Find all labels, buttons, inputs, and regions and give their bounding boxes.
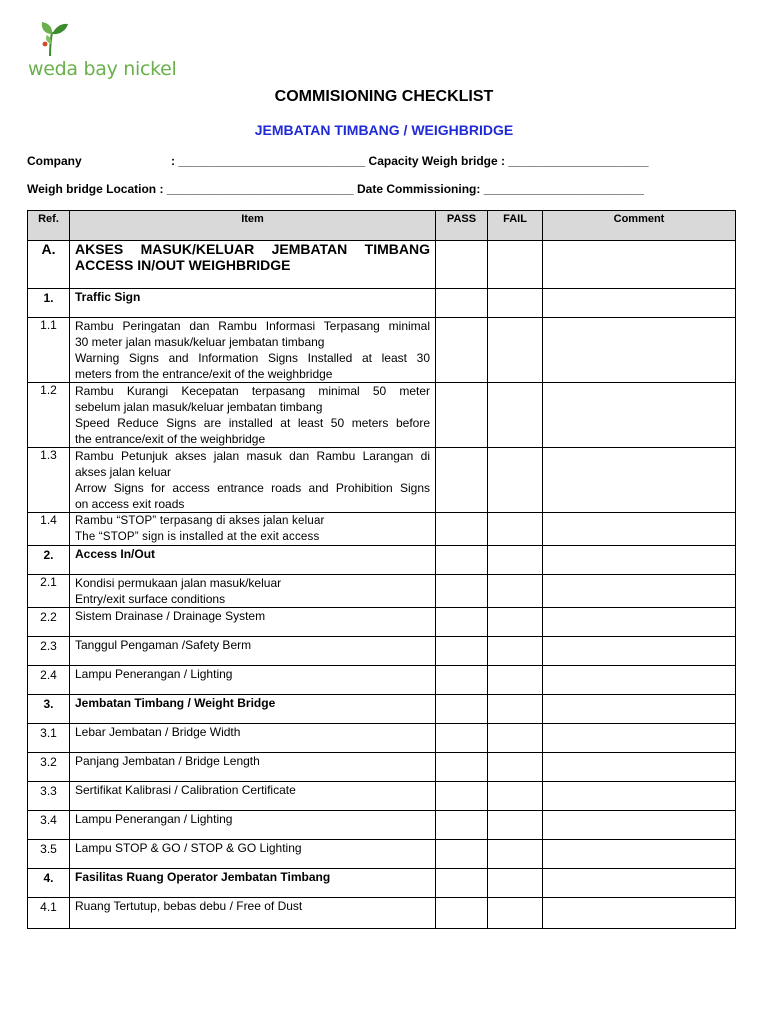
fail-cell[interactable]	[488, 513, 543, 546]
row-item-line: Rambu Peringatan dan Rambu Informasi Terpasang minimal	[75, 319, 430, 333]
row-item-line: Jembatan Timbang / Weight Bridge	[75, 696, 276, 710]
fail-cell[interactable]	[488, 811, 543, 840]
table-row	[28, 840, 736, 869]
row-ref: 2.1	[28, 575, 70, 608]
fail-cell[interactable]	[488, 637, 543, 666]
row-item-line: Ruang Tertutup, bebas debu / Free of Dust	[75, 899, 303, 913]
pass-cell[interactable]	[436, 289, 488, 318]
row-ref: 3.1	[28, 724, 70, 753]
company-logo	[28, 20, 177, 82]
comment-cell[interactable]	[543, 869, 736, 898]
row-item	[70, 383, 436, 448]
company-label: Company	[27, 154, 82, 168]
fail-cell[interactable]	[488, 289, 543, 318]
fail-cell[interactable]	[488, 666, 543, 695]
row-item-line: Rambu Petunjuk akses jalan masuk dan Rambu Larangan di	[75, 449, 430, 463]
pass-cell[interactable]	[436, 608, 488, 637]
pass-cell[interactable]	[436, 241, 488, 289]
row-item-line: Warning Signs and Information Signs Installed at least 30	[75, 351, 430, 365]
row-ref: 4.1	[28, 898, 70, 929]
row-ref: 2.	[28, 546, 70, 575]
row-item	[70, 318, 436, 383]
row-item-line: Lampu Penerangan / Lighting	[75, 812, 233, 826]
table-row	[28, 289, 736, 318]
comment-cell[interactable]	[543, 318, 736, 383]
document-title: COMMISIONING CHECKLIST	[274, 88, 494, 105]
row-item	[70, 608, 436, 637]
row-ref: 4.	[28, 869, 70, 898]
comment-cell[interactable]	[543, 782, 736, 811]
pass-cell[interactable]	[436, 637, 488, 666]
row-ref: 1.4	[28, 513, 70, 546]
row-item-line: Rambu Kurangi Kecepatan terpasang minimal 50 meter	[75, 384, 430, 398]
row-item	[70, 724, 436, 753]
table-row	[28, 811, 736, 840]
row-item-line: 30 meter jalan masuk/keluar jembatan timbang	[75, 335, 325, 349]
row-item	[70, 869, 436, 898]
row-item	[70, 898, 436, 929]
row-item	[70, 666, 436, 695]
fail-cell[interactable]	[488, 840, 543, 869]
row-item	[70, 448, 436, 513]
table-row	[28, 695, 736, 724]
row-item-line: meters from the entrance/exit of the weighbridge	[75, 367, 333, 381]
company-blank[interactable]: : ____________________________	[171, 154, 366, 168]
capacity-blank[interactable]: _____________________	[508, 154, 649, 168]
row-item-line: akses jalan keluar	[75, 465, 172, 479]
table-row	[28, 383, 736, 448]
row-ref: 1.3	[28, 448, 70, 513]
row-item-line: the entrance/exit of the weighbridge	[75, 432, 266, 446]
comment-cell[interactable]	[543, 513, 736, 546]
row-item-line: Entry/exit surface conditions	[75, 592, 226, 606]
pass-cell[interactable]	[436, 724, 488, 753]
location-blank[interactable]: ____________________________	[166, 182, 354, 196]
row-item	[70, 840, 436, 869]
pass-cell[interactable]	[436, 695, 488, 724]
table-row	[28, 448, 736, 513]
table-row	[28, 546, 736, 575]
row-item	[70, 513, 436, 546]
row-item-line: Sertifikat Kalibrasi / Calibration Certificate	[75, 783, 296, 797]
header-item: Item	[70, 211, 436, 241]
section-title-line: ACCESS IN/OUT WEIGHBRIDGE	[75, 257, 291, 273]
row-item-line: Speed Reduce Signs are installed at least 50 meters before	[75, 416, 430, 430]
pass-cell[interactable]	[436, 898, 488, 929]
row-item-line: Access In/Out	[75, 547, 156, 561]
pass-cell[interactable]	[436, 546, 488, 575]
logo-text: weda bay nickel	[28, 58, 177, 80]
document-subtitle: JEMBATAN TIMBANG / WEIGHBRIDGE	[254, 122, 514, 138]
comment-cell[interactable]	[543, 898, 736, 929]
pass-cell[interactable]	[436, 811, 488, 840]
comment-cell[interactable]	[543, 546, 736, 575]
date-blank[interactable]: ________________________	[483, 182, 644, 196]
comment-cell[interactable]	[543, 383, 736, 448]
table-row	[28, 869, 736, 898]
section-title-line: AKSES MASUK/KELUAR JEMBATAN TIMBANG	[75, 241, 430, 257]
fail-cell[interactable]	[488, 753, 543, 782]
row-ref: 3.	[28, 695, 70, 724]
pass-cell[interactable]	[436, 448, 488, 513]
location-field-row	[27, 182, 644, 196]
section-ref: A.	[28, 241, 70, 289]
section-row	[28, 241, 736, 289]
row-item-line: Tanggul Pengaman /Safety Berm	[75, 638, 252, 652]
row-ref: 2.4	[28, 666, 70, 695]
comment-cell[interactable]	[543, 811, 736, 840]
row-item-line: Lampu Penerangan / Lighting	[75, 667, 233, 681]
row-item-line: on access exit roads	[75, 497, 185, 511]
row-ref: 2.3	[28, 637, 70, 666]
row-ref: 3.4	[28, 811, 70, 840]
table-header-row	[28, 211, 736, 241]
comment-cell[interactable]	[543, 241, 736, 289]
table-row	[28, 637, 736, 666]
comment-cell[interactable]	[543, 448, 736, 513]
table-row	[28, 782, 736, 811]
row-item-line: Lebar Jembatan / Bridge Width	[75, 725, 241, 739]
row-item-line: Panjang Jembatan / Bridge Length	[75, 754, 260, 768]
leaf-icon	[40, 20, 74, 58]
pass-cell[interactable]	[436, 782, 488, 811]
comment-cell[interactable]	[543, 724, 736, 753]
row-item-line: Kondisi permukaan jalan masuk/keluar	[75, 576, 282, 590]
comment-cell[interactable]	[543, 695, 736, 724]
pass-cell[interactable]	[436, 575, 488, 608]
row-item-line: Lampu STOP & GO / STOP & GO Lighting	[75, 841, 302, 855]
row-item	[70, 782, 436, 811]
comment-cell[interactable]	[543, 753, 736, 782]
row-item	[70, 695, 436, 724]
row-item-line: Traffic Sign	[75, 290, 141, 304]
table-row	[28, 753, 736, 782]
row-item-line: sebelum jalan masuk/keluar jembatan timbang	[75, 400, 323, 414]
row-item-line: Sistem Drainase / Drainage System	[75, 609, 266, 623]
row-ref: 1.1	[28, 318, 70, 383]
comment-cell[interactable]	[543, 666, 736, 695]
pass-cell[interactable]	[436, 318, 488, 383]
company-field-row	[27, 154, 649, 168]
location-label: Weigh bridge Location :	[27, 182, 164, 196]
pass-cell[interactable]	[436, 666, 488, 695]
comment-cell[interactable]	[543, 289, 736, 318]
table-row	[28, 575, 736, 608]
pass-cell[interactable]	[436, 383, 488, 448]
row-item	[70, 637, 436, 666]
header-ref: Ref.	[28, 211, 70, 241]
row-ref: 1.	[28, 289, 70, 318]
fail-cell[interactable]	[488, 448, 543, 513]
header-comment: Comment	[543, 211, 736, 241]
comment-cell[interactable]	[543, 608, 736, 637]
fail-cell[interactable]	[488, 869, 543, 898]
row-item-line: Arrow Signs for access entrance roads and Prohibition Signs	[75, 481, 430, 495]
table-row	[28, 318, 736, 383]
table-row	[28, 608, 736, 637]
table-row	[28, 898, 736, 929]
fail-cell[interactable]	[488, 695, 543, 724]
row-ref: 2.2	[28, 608, 70, 637]
fail-cell[interactable]	[488, 318, 543, 383]
fail-cell[interactable]	[488, 724, 543, 753]
row-item-line: The “STOP” sign is installed at the exit access	[75, 531, 320, 543]
fail-cell[interactable]	[488, 898, 543, 929]
capacity-label: Capacity Weigh bridge :	[368, 154, 506, 168]
row-item-line: Fasilitas Ruang Operator Jembatan Timbang	[75, 870, 331, 884]
section-title	[70, 241, 436, 289]
table-row	[28, 513, 736, 546]
pass-cell[interactable]	[436, 753, 488, 782]
comment-cell[interactable]	[543, 575, 736, 608]
row-item-line: Rambu “STOP” terpasang di akses jalan keluar	[75, 515, 325, 527]
table-row	[28, 666, 736, 695]
row-item	[70, 546, 436, 575]
comment-cell[interactable]	[543, 637, 736, 666]
pass-cell[interactable]	[436, 869, 488, 898]
checklist-table	[27, 210, 736, 929]
header-pass: PASS	[436, 211, 488, 241]
row-item	[70, 289, 436, 318]
fail-cell[interactable]	[488, 241, 543, 289]
pass-cell[interactable]	[436, 840, 488, 869]
fail-cell[interactable]	[488, 383, 543, 448]
row-ref: 3.3	[28, 782, 70, 811]
row-ref: 3.2	[28, 753, 70, 782]
row-ref: 1.2	[28, 383, 70, 448]
fail-cell[interactable]	[488, 575, 543, 608]
comment-cell[interactable]	[543, 840, 736, 869]
fail-cell[interactable]	[488, 546, 543, 575]
fail-cell[interactable]	[488, 782, 543, 811]
row-item	[70, 753, 436, 782]
header-fail: FAIL	[488, 211, 543, 241]
fail-cell[interactable]	[488, 608, 543, 637]
row-ref: 3.5	[28, 840, 70, 869]
table-row	[28, 724, 736, 753]
pass-cell[interactable]	[436, 513, 488, 546]
row-item	[70, 811, 436, 840]
row-item	[70, 575, 436, 608]
date-label: Date Commissioning:	[357, 182, 481, 196]
